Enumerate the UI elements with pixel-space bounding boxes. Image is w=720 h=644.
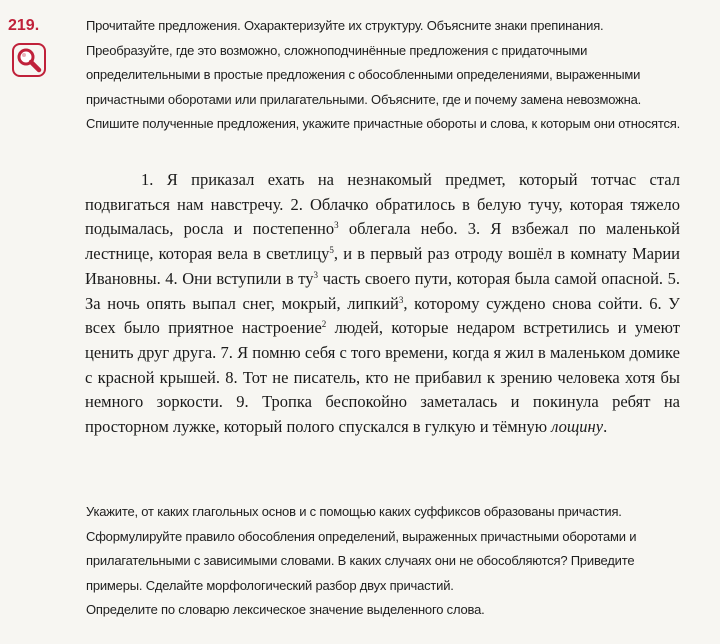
footnote-mark: 3 [334,220,339,231]
footnote-mark: 2 [321,319,327,330]
text-part-6: людей, которые недаром встретились и умеют ценить друг друга. 7. Я помню себя с того времени, когда я жил в маленьком домике с красной крышей. 8. Тот не писатель, кто не прибавил к зрению человека хотя бы немного зоркости. 9. Тропка беспокойно заметалась и покинула ребят на просторном лужке, который полого спускался в гулкую и тёмную [85,318,680,437]
text-part-4: часть своего пути, которая была самой опасной. 5. За ночь опять выпал снег, мокрый, липкий [85,268,680,313]
task-instructions [86,14,686,137]
text-part-7: . [603,417,608,437]
text-part-1: 1. Я приказал ехать на незнакомый предмет, который тотчас стал подвигаться нам навстречу. 2. Облачко обратилось в белую тучу, которая тяжело подымалась, росла и постепенно [85,170,680,239]
highlighted-word: лощину [551,417,604,437]
footnote-mark: 5 [329,245,334,256]
task-dictionary: Определите по словарю лексическое значение выделенного слова. [86,602,485,617]
text-part-2: облегала небо. 3. Я взбежал по маленькой лестнице, которая вела в светлицу [85,219,680,264]
exercise-number: 219. [8,17,40,34]
magnifier-icon [12,43,46,77]
footnote-mark: 3 [398,294,404,305]
exercise-text [85,168,680,440]
footnote-mark: 3 [313,269,319,280]
text-part-3: , и в первый раз отроду вошёл в комнату Марии Ивановны. 4. Они вступили в ту [85,244,680,288]
task-intro: Прочитайте предложения. Охарактеризуйте их структуру. Объясните знаки препинания. Преобразуйте, где это возможно, сложноподчинённые предложения с придаточными определительными в простые предложения с обособленными определениями, выраженными причастными оборотами или прилагательными. Объясните, где и почему замена невозможна. Спишите полученные предложения, укажите причастные обороты и слова, к которым они относятся. [86,18,681,131]
task-followup: Укажите, от каких глагольных основ и с помощью каких суффиксов образованы причастия. Сформулируйте правило обособления определений, выраженных причастными оборотами и прилагательными с зависимыми словами. В каких случаях они не обособляются? Приведите примеры. Сделайте морфологический разбор двух причастий. [86,504,637,593]
task-followup-block [86,500,686,623]
text-part-5: , которому суждено снова сойти. 6. У всех было приятное настроение [85,293,680,338]
